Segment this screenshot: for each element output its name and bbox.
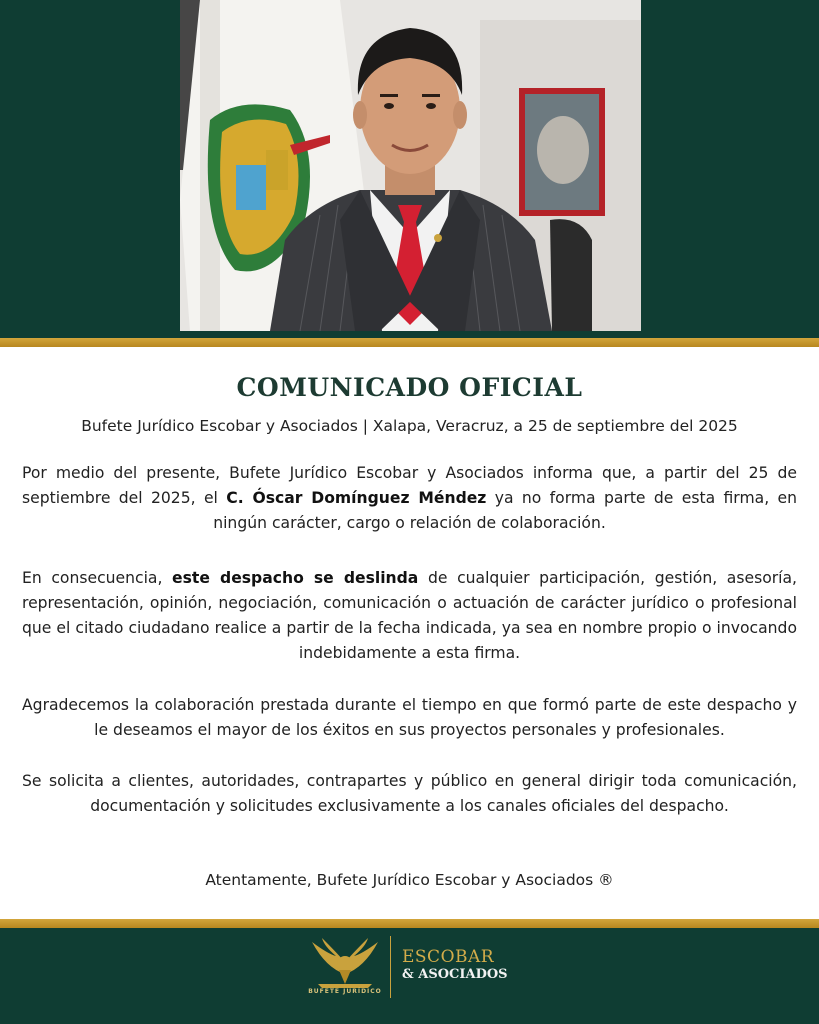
document-subtitle: Bufete Jurídico Escobar y Asociados | Xalapa, Veracruz, a 25 de septiembre del 2025 bbox=[81, 417, 738, 435]
footer bbox=[0, 928, 819, 1024]
closing-signature: Atentamente, Bufete Jurídico Escobar y Asociados ® bbox=[205, 871, 614, 889]
gold-divider-top bbox=[0, 338, 819, 347]
paragraph-4: Se solicita a clientes, autoridades, contrapartes y público en general dirigir toda comunicación, documentación y solicitudes exclusivamente a los canales oficiales del despacho. bbox=[22, 772, 797, 815]
paragraph-2: En consecuencia, este despacho se deslinda de cualquier participación, gestión, asesoría, representación, opinión, negociación, comunicación o actuación de carácter jurídico o profesional que el citado ciudadano realice a partir de la fecha indicada, ya sea en nombre propio o invocando indebidamente a esta firma. bbox=[22, 569, 798, 662]
brand-subtitle: & ASOCIADOS bbox=[402, 967, 508, 982]
emblem-caption: BUFETE JURÍDICO bbox=[308, 988, 382, 995]
header-photo bbox=[180, 0, 641, 331]
brand-name: ESCOBAR bbox=[402, 947, 495, 967]
gold-divider-bottom bbox=[0, 919, 819, 928]
paragraph-1: Por medio del presente, Bufete Jurídico Escobar y Asociados informa que, a partir del 25 de septiembre del 2025, el C. Óscar Domínguez Méndez ya no forma parte de esta firma, en ningún carácter, cargo o relación de colaboración. bbox=[22, 464, 797, 532]
eagle-emblem-icon bbox=[306, 934, 384, 996]
logo-divider bbox=[390, 936, 391, 998]
document-title: COMUNICADO OFICIAL bbox=[236, 373, 583, 402]
statement-body bbox=[0, 347, 819, 919]
paragraph-3: Agradecemos la colaboración prestada durante el tiempo en que formó parte de este despacho y le deseamos el mayor de los éxitos en sus proyectos personales y profesionales. bbox=[22, 696, 797, 739]
